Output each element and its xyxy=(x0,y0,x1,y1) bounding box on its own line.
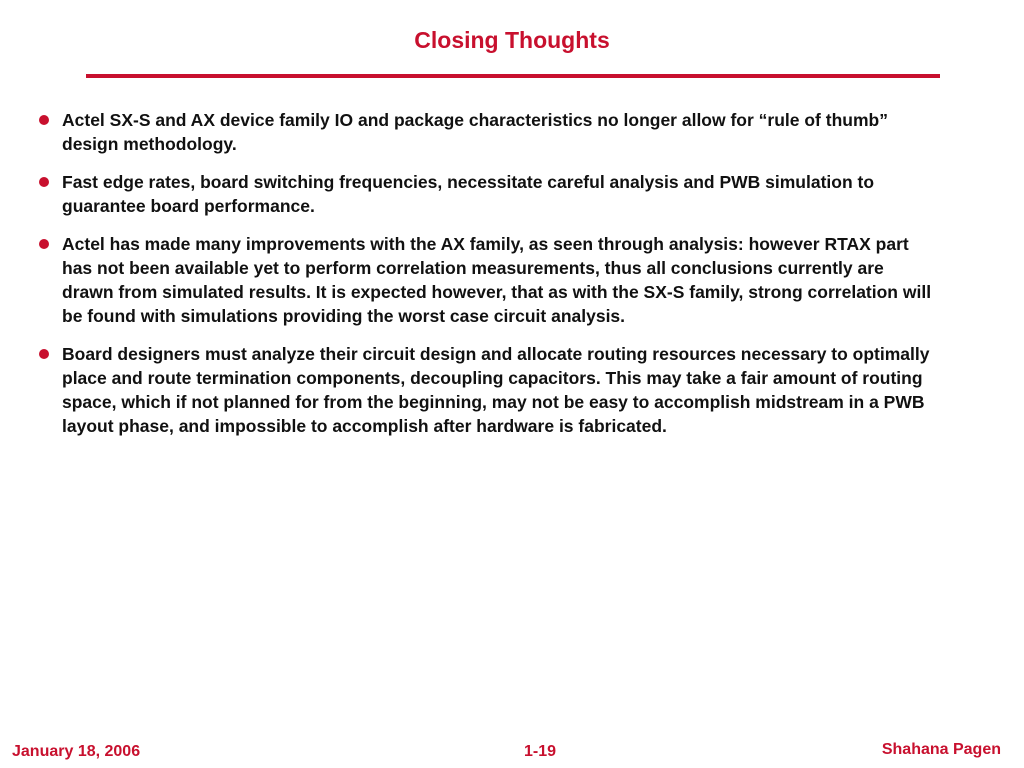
bullet-text: Fast edge rates, board switching frequencies, necessitate careful analysis and PWB simulation to guarantee board performance. xyxy=(62,172,875,216)
red-dot-bullet-icon xyxy=(39,349,49,359)
bullet-item xyxy=(38,232,938,328)
red-dot-bullet-icon xyxy=(39,177,49,187)
footer-page-number: 1-19 xyxy=(523,743,557,760)
red-dot-bullet-icon xyxy=(39,239,49,249)
footer-author: Shahana Pagen xyxy=(881,741,1001,758)
bullet-list xyxy=(38,108,938,452)
slide-title: Closing Thoughts xyxy=(414,27,610,53)
footer-date: January 18, 2006 xyxy=(12,743,141,760)
bullet-item xyxy=(38,170,938,218)
title-underline-divider xyxy=(86,74,940,78)
red-dot-bullet-icon xyxy=(39,115,49,125)
bullet-item xyxy=(38,108,938,156)
bullet-text: Board designers must analyze their circuit design and allocate routing resources necessary to optimally place and route termination components, decoupling capacitors. This may take a fair amount of routing space, which if not planned for from the beginning, may not be easy to accomplish midstream in a PWB layout phase, and impossible to accomplish after hardware is fabricated. xyxy=(62,344,930,436)
bullet-text: Actel SX-S and AX device family IO and package characteristics no longer allow for “rule of thumb” design methodology. xyxy=(62,110,888,154)
bullet-item xyxy=(38,342,938,438)
bullet-text: Actel has made many improvements with the AX family, as seen through analysis: however RTAX part has not been available yet to perform correlation measurements, thus all conclusions currently are drawn from simulated results. It is expected however, that as with the SX-S family, strong correlation will be found with simulations providing the worst case circuit analysis. xyxy=(62,234,932,326)
